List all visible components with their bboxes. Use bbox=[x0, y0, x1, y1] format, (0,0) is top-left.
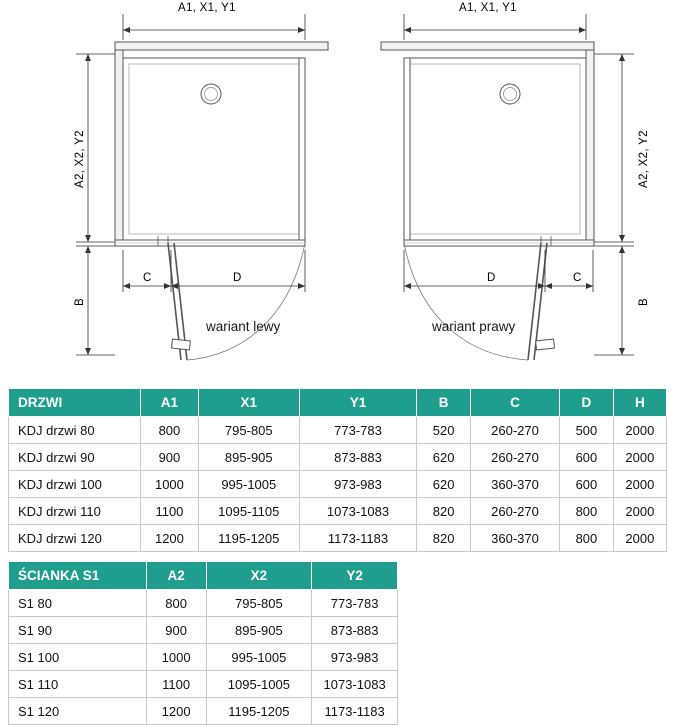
cell: 600 bbox=[560, 471, 614, 498]
cell: 1100 bbox=[141, 498, 199, 525]
right-d-dimension bbox=[404, 250, 545, 292]
doors-header-5: C bbox=[470, 389, 559, 417]
cell: 800 bbox=[560, 498, 614, 525]
cell: 873-883 bbox=[299, 444, 417, 471]
cell: S1 110 bbox=[9, 671, 147, 698]
cell: 1173-1183 bbox=[312, 698, 398, 725]
right-vertical-dimension bbox=[594, 54, 634, 242]
cell: S1 100 bbox=[9, 644, 147, 671]
cell: 500 bbox=[560, 417, 614, 444]
table-row bbox=[9, 417, 667, 444]
cell: S1 120 bbox=[9, 698, 147, 725]
cell: 620 bbox=[417, 471, 471, 498]
cell: 520 bbox=[417, 417, 471, 444]
cell: 620 bbox=[417, 444, 471, 471]
dim-label-left-vertical: A2, X2, Y2 bbox=[74, 130, 86, 188]
dim-label-b-right: B bbox=[638, 298, 650, 306]
left-top-dimension bbox=[123, 14, 305, 40]
cell: 1195-1205 bbox=[206, 698, 312, 725]
table-row bbox=[9, 617, 398, 644]
cell: 773-783 bbox=[299, 417, 417, 444]
cell: 260-270 bbox=[470, 417, 559, 444]
wall-table-header-row bbox=[9, 562, 398, 590]
cell: 1195-1205 bbox=[198, 525, 299, 552]
table-row bbox=[9, 444, 667, 471]
cell: 820 bbox=[417, 498, 471, 525]
doors-header-6: D bbox=[560, 389, 614, 417]
table-row bbox=[9, 525, 667, 552]
cell: 1073-1083 bbox=[299, 498, 417, 525]
dim-label-d-right: D bbox=[487, 272, 496, 284]
doors-header-4: B bbox=[417, 389, 471, 417]
cell: 995-1005 bbox=[206, 644, 312, 671]
cell: 800 bbox=[560, 525, 614, 552]
wall-header-2: X2 bbox=[206, 562, 312, 590]
cell: 795-805 bbox=[198, 417, 299, 444]
doors-header-1: A1 bbox=[141, 389, 199, 417]
cell: KDJ drzwi 120 bbox=[9, 525, 141, 552]
cell: 795-805 bbox=[206, 590, 312, 617]
cell: 1200 bbox=[146, 698, 206, 725]
cell: 773-783 bbox=[312, 590, 398, 617]
cell: 260-270 bbox=[470, 498, 559, 525]
cell: S1 80 bbox=[9, 590, 147, 617]
right-b-dimension bbox=[594, 246, 634, 355]
doors-table bbox=[8, 388, 667, 552]
dim-label-right-vertical: A2, X2, Y2 bbox=[638, 130, 650, 188]
table-row bbox=[9, 590, 398, 617]
cell: 873-883 bbox=[312, 617, 398, 644]
table-row bbox=[9, 471, 667, 498]
left-d-dimension bbox=[171, 250, 305, 292]
cell: 360-370 bbox=[470, 525, 559, 552]
cell: S1 90 bbox=[9, 617, 147, 644]
table-row bbox=[9, 644, 398, 671]
cell: 360-370 bbox=[470, 471, 559, 498]
cell: 895-905 bbox=[198, 444, 299, 471]
cell: 260-270 bbox=[470, 444, 559, 471]
wall-header-3: Y2 bbox=[312, 562, 398, 590]
cell: 1000 bbox=[141, 471, 199, 498]
specification-tables bbox=[8, 388, 667, 725]
dim-label-top-right: A1, X1, Y1 bbox=[459, 2, 517, 14]
cell: 895-905 bbox=[206, 617, 312, 644]
cell: 900 bbox=[141, 444, 199, 471]
cell: 1073-1083 bbox=[312, 671, 398, 698]
cell: 2000 bbox=[613, 498, 666, 525]
doors-header-2: X1 bbox=[198, 389, 299, 417]
cell: KDJ drzwi 90 bbox=[9, 444, 141, 471]
cell: 900 bbox=[146, 617, 206, 644]
dim-label-top-left: A1, X1, Y1 bbox=[178, 2, 236, 14]
wall-header-0: ŚCIANKA S1 bbox=[9, 562, 147, 590]
cell: 800 bbox=[146, 590, 206, 617]
dim-label-c-right: C bbox=[573, 272, 582, 284]
cell: 1095-1005 bbox=[206, 671, 312, 698]
cell: 820 bbox=[417, 525, 471, 552]
right-top-dimension bbox=[404, 14, 586, 40]
wall-table bbox=[8, 561, 398, 725]
cell: KDJ drzwi 100 bbox=[9, 471, 141, 498]
cell: 800 bbox=[141, 417, 199, 444]
cell: 1173-1183 bbox=[299, 525, 417, 552]
variant-left-label: wariant lewy bbox=[206, 319, 281, 334]
cell: 973-983 bbox=[299, 471, 417, 498]
cell: 2000 bbox=[613, 444, 666, 471]
doors-header-3: Y1 bbox=[299, 389, 417, 417]
cell: 1095-1105 bbox=[198, 498, 299, 525]
cell: 600 bbox=[560, 444, 614, 471]
dim-label-c-left: C bbox=[143, 272, 152, 284]
table-row bbox=[9, 498, 667, 525]
right-c-dimension bbox=[545, 250, 593, 292]
cell: 1100 bbox=[146, 671, 206, 698]
cell: 1200 bbox=[141, 525, 199, 552]
dim-label-d-left: D bbox=[233, 272, 242, 284]
doors-header-0: DRZWI bbox=[9, 389, 141, 417]
doors-table-header-row bbox=[9, 389, 667, 417]
wall-header-1: A2 bbox=[146, 562, 206, 590]
cell: 973-983 bbox=[312, 644, 398, 671]
table-row bbox=[9, 698, 398, 725]
cell: 995-1005 bbox=[198, 471, 299, 498]
cell: 2000 bbox=[613, 471, 666, 498]
cell: 1000 bbox=[146, 644, 206, 671]
table-row bbox=[9, 671, 398, 698]
cell: 2000 bbox=[613, 525, 666, 552]
cell: 2000 bbox=[613, 417, 666, 444]
doors-header-7: H bbox=[613, 389, 666, 417]
cell: KDJ drzwi 80 bbox=[9, 417, 141, 444]
cell: KDJ drzwi 110 bbox=[9, 498, 141, 525]
dim-label-b-left: B bbox=[74, 298, 86, 306]
left-c-dimension bbox=[123, 250, 171, 292]
variant-right-label: wariant prawy bbox=[432, 319, 516, 334]
